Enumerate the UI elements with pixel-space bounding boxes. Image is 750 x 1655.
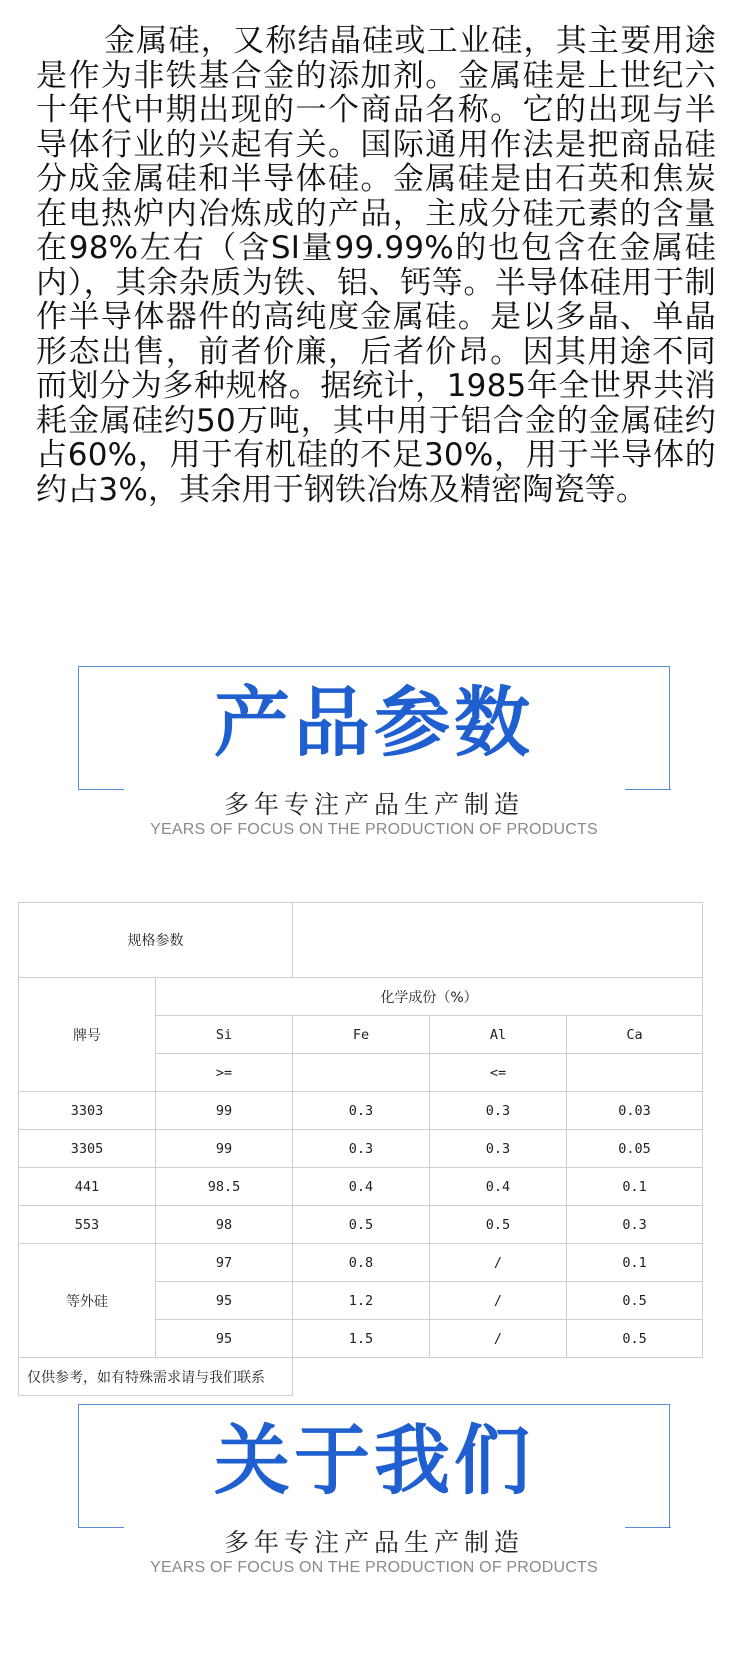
empty-cell [293, 1358, 703, 1396]
si-cell: 97 [156, 1244, 293, 1282]
intro-paragraph: 金属硅，又称结晶硅或工业硅，其主要用途是作为非铁基合金的添加剂。金属硅是上世纪六十年代中期出现的一个商品名称。它的出现与半导体行业的兴起有关。国际通用作法是把商品硅分成金属硅和半导体硅。金属硅是由石英和焦炭在电热炉内冶炼成的产品，主成分硅元素的含量在98%左右（含SI量99.99%的也包含在金属硅内），其余杂质为铁、铝、钙等。半导体硅用于制作半导体器件的高纯度金属硅。是以多晶、单晶形态出售，前者价廉，后者价昂。因其用途不同而划分为多种规格。据统计，1985年全世界共消耗金属硅约50万吨，其中用于铝合金的金属硅约占60%，用于有机硅的不足30%，用于半导体的约占3%，其余用于钢铁冶炼及精密陶瓷等。 [36, 23, 716, 508]
grade-cell: 441 [19, 1168, 156, 1206]
element-fe: Fe [293, 1016, 430, 1054]
table-row [19, 1168, 703, 1206]
al-cell: 0.3 [430, 1130, 567, 1168]
product-params-subtitle: 多年专注产品生产制造 [223, 790, 524, 819]
product-params-banner [78, 666, 670, 838]
table-row [19, 1244, 703, 1282]
product-params-title: 产品参数 [214, 678, 534, 767]
si-cell: 95 [156, 1320, 293, 1358]
grade-header-cell: 牌号 [19, 978, 156, 1092]
product-params-english: YEARS OF FOCUS ON THE PRODUCTION OF PRODUCTS [150, 821, 598, 838]
al-cell: 0.3 [430, 1092, 567, 1130]
ca-cell: 0.5 [567, 1320, 703, 1358]
about-us-subtitle: 多年专注产品生产制造 [223, 1528, 524, 1557]
ge-cell: >= [156, 1054, 293, 1092]
si-cell: 99 [156, 1092, 293, 1130]
about-us-english: YEARS OF FOCUS ON THE PRODUCTION OF PRODUCTS [150, 1559, 598, 1576]
ca-cell: 0.3 [567, 1206, 703, 1244]
si-cell: 95 [156, 1282, 293, 1320]
fe-cell: 0.8 [293, 1244, 430, 1282]
ca-cell: 0.03 [567, 1092, 703, 1130]
table-row [19, 903, 703, 978]
table-note: 仅供参考，如有特殊需求请与我们联系 [19, 1358, 293, 1396]
si-cell: 98.5 [156, 1168, 293, 1206]
al-cell: 0.4 [430, 1168, 567, 1206]
fe-cell: 0.3 [293, 1130, 430, 1168]
ca-cell: 0.05 [567, 1130, 703, 1168]
table-row [19, 1092, 703, 1130]
empty-cell [293, 1054, 430, 1092]
spec-header-cell: 规格参数 [19, 903, 293, 978]
empty-cell [293, 903, 703, 978]
element-ca: Ca [567, 1016, 703, 1054]
al-cell: / [430, 1282, 567, 1320]
about-us-banner [78, 1404, 670, 1576]
ca-cell: 0.1 [567, 1244, 703, 1282]
fe-cell: 0.5 [293, 1206, 430, 1244]
ca-cell: 0.5 [567, 1282, 703, 1320]
fe-cell: 1.2 [293, 1282, 430, 1320]
fe-cell: 0.3 [293, 1092, 430, 1130]
grade-cell: 3303 [19, 1092, 156, 1130]
si-cell: 99 [156, 1130, 293, 1168]
al-cell: / [430, 1320, 567, 1358]
fe-cell: 0.4 [293, 1168, 430, 1206]
element-al: Al [430, 1016, 567, 1054]
about-us-title: 关于我们 [214, 1416, 534, 1505]
grade-cell: 553 [19, 1206, 156, 1244]
ca-cell: 0.1 [567, 1168, 703, 1206]
table-row [19, 1130, 703, 1168]
al-cell: 0.5 [430, 1206, 567, 1244]
table-row [19, 1358, 703, 1396]
al-cell: / [430, 1244, 567, 1282]
element-si: Si [156, 1016, 293, 1054]
table-row [19, 978, 703, 1016]
grade-cell: 3305 [19, 1130, 156, 1168]
table-row [19, 1206, 703, 1244]
chem-header-cell: 化学成份（%） [156, 978, 703, 1016]
offgrade-cell: 等外硅 [19, 1244, 156, 1358]
le-cell: <= [430, 1054, 567, 1092]
fe-cell: 1.5 [293, 1320, 430, 1358]
empty-cell [567, 1054, 703, 1092]
spec-table [18, 902, 703, 1396]
si-cell: 98 [156, 1206, 293, 1244]
